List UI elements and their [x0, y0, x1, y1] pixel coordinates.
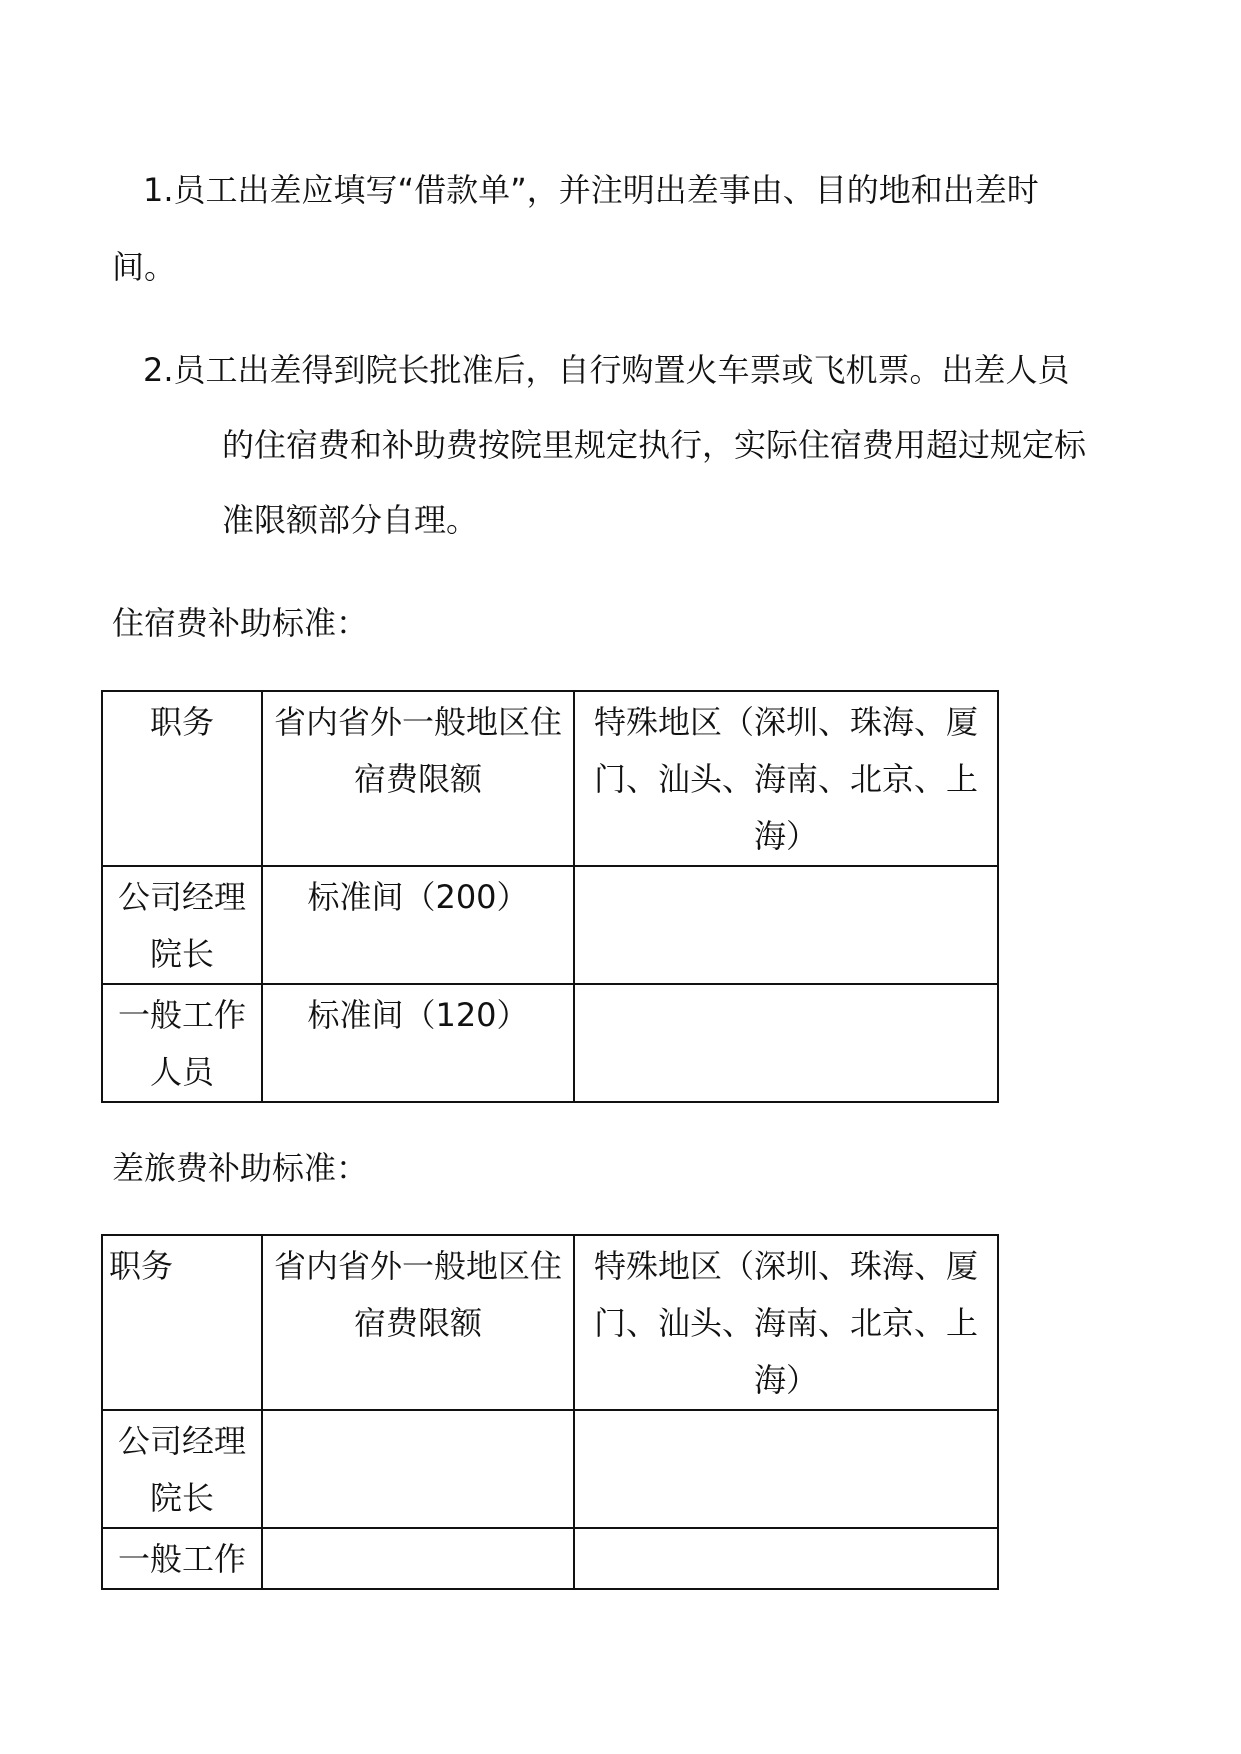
accommodation-standard-title: 住宿费补助标准： — [112, 604, 369, 642]
header-special-region: 特殊地区（深圳、珠海、厦门、汕头、海南、北京、上海） — [574, 691, 998, 866]
normal-limit-cell — [262, 1528, 574, 1589]
role-cell: 一般工作 — [102, 1528, 262, 1589]
role-cell: 一般工作人员 — [102, 984, 262, 1102]
accommodation-standard-table — [101, 690, 999, 1103]
paragraph-1-line-1: 1.员工出差应填写“借款单”，并注明出差事由、目的地和出差时 — [143, 171, 1039, 209]
table-row — [102, 866, 998, 984]
header-role: 职务 — [102, 691, 262, 866]
table-header-row — [102, 1235, 998, 1410]
special-limit-cell — [574, 984, 998, 1102]
table-header-row — [102, 691, 998, 866]
role-cell: 公司经理院长 — [102, 866, 262, 984]
header-normal-region: 省内省外一般地区住宿费限额 — [262, 1235, 574, 1410]
special-limit-cell — [574, 1410, 998, 1528]
paragraph-2-line-1: 2.员工出差得到院长批准后，自行购置火车票或飞机票。出差人员 — [143, 351, 1070, 389]
header-role: 职务 — [102, 1235, 262, 1410]
paragraph-2-line-2: 的住宿费和补助费按院里规定执行，实际住宿费用超过规定标 — [222, 426, 1087, 464]
special-limit-cell — [574, 1528, 998, 1589]
paragraph-1-line-2: 间。 — [112, 248, 177, 286]
special-limit-cell — [574, 866, 998, 984]
table-row — [102, 1528, 998, 1589]
role-cell: 公司经理院长 — [102, 1410, 262, 1528]
table-row — [102, 1410, 998, 1528]
normal-limit-cell — [262, 1410, 574, 1528]
travel-allowance-title: 差旅费补助标准： — [112, 1149, 369, 1187]
paragraph-2-line-3: 准限额部分自理。 — [222, 501, 479, 539]
normal-limit-cell: 标准间（120） — [262, 984, 574, 1102]
travel-allowance-table — [101, 1234, 999, 1590]
header-special-region: 特殊地区（深圳、珠海、厦门、汕头、海南、北京、上海） — [574, 1235, 998, 1410]
table-row — [102, 984, 998, 1102]
header-normal-region: 省内省外一般地区住宿费限额 — [262, 691, 574, 866]
normal-limit-cell: 标准间（200） — [262, 866, 574, 984]
